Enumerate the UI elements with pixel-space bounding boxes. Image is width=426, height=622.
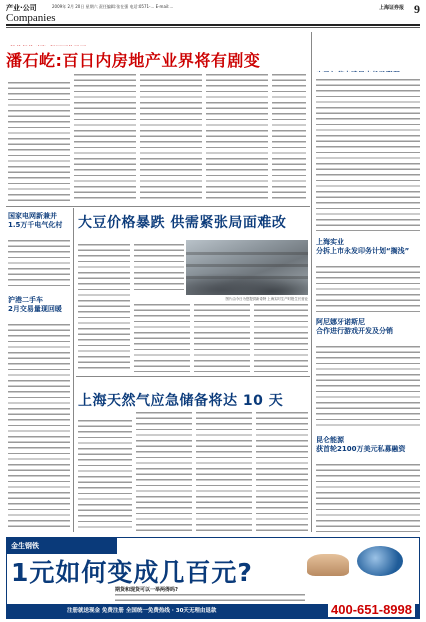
story3-col-2 xyxy=(136,412,192,532)
left-brief-2-title: 沪港二手车 2月交易量现回暖 xyxy=(8,296,62,313)
story3-byline-wrap xyxy=(78,412,138,418)
story3-headline: 上海天然气应急储备将达 10 天 xyxy=(78,393,284,409)
lead-headline-wrap xyxy=(6,48,306,70)
header-rule-thin xyxy=(6,27,420,28)
right-brief-2-title: 上海实业 分拆上市永发印务计划“搁浅” xyxy=(316,238,410,255)
hand-icon xyxy=(307,554,349,576)
right-brief-4-title: 昆仑能源 获首轮2100万美元私募融资 xyxy=(316,436,406,453)
photo-caption: 图片由今日为您提供新奇特 上海实时生产时报生长营业 xyxy=(225,297,308,301)
right-brief-1-body xyxy=(316,79,420,231)
story2-byline-wrap xyxy=(78,236,138,242)
lead-headline: 潘石屹:百日内房地产业界将有剧变 xyxy=(6,51,261,70)
right-brief-3-byline-wrap xyxy=(316,339,420,345)
right-brief-2-body xyxy=(316,266,420,312)
ad-logo-bar xyxy=(7,538,117,554)
lead-col-3 xyxy=(140,74,202,202)
section-english: Companies xyxy=(6,12,56,24)
left-brief-2-body xyxy=(8,324,70,530)
ad-headline: 1元如何变成几百元? xyxy=(11,558,253,587)
ad-bottom-text: 注册就送现金 免费注册 全国统一免费热线 · 30天无理由退款 xyxy=(67,608,217,614)
story2-col-2-top xyxy=(134,244,184,292)
left-brief-1-title-wrap xyxy=(8,212,70,232)
ad-phone-number[interactable]: 400-651-8998 xyxy=(328,602,415,617)
photo-caption-wrap xyxy=(134,296,308,302)
right-brief-2-title-wrap xyxy=(316,238,420,258)
left-brief-1-title: 国家电网新兼并 1.5万千电气化村 xyxy=(8,212,63,229)
right-brief-3-title: 阿尼娜牙诺斯尼 合作进行游戏开发及分销 xyxy=(316,318,393,335)
lead-col-2 xyxy=(74,74,136,202)
left-brief-1-body xyxy=(8,240,70,290)
right-brief-1-title-wrap xyxy=(316,62,420,72)
left-brief-1-byline-wrap xyxy=(8,233,70,239)
left-brief-2-title-wrap xyxy=(8,296,70,316)
ad-body-lines xyxy=(115,594,305,604)
news-photo xyxy=(186,240,308,295)
story2-col-4 xyxy=(254,304,308,372)
right-brief-3-body xyxy=(316,346,420,430)
lead-col-1 xyxy=(8,82,70,202)
story2-headline-wrap xyxy=(78,212,308,232)
lead-kicker-wrap xyxy=(6,36,306,46)
story2-col-3 xyxy=(194,304,250,372)
right-brief-4-byline-wrap xyxy=(316,457,420,463)
right-brief-4-title-wrap xyxy=(316,436,420,456)
story3-kicker-wrap xyxy=(78,380,308,389)
header-rule xyxy=(6,24,420,26)
divider-story3 xyxy=(76,376,310,377)
advertisement[interactable] xyxy=(6,537,420,619)
story2-col-2 xyxy=(134,304,190,372)
lead-byline-wrap xyxy=(8,74,68,80)
right-brief-2-byline-wrap xyxy=(316,259,420,265)
story3-col-3 xyxy=(196,412,252,532)
globe-icon xyxy=(357,546,403,576)
header-meta: 2009年 2月 20日 星期六 责任编辑:张在强 电话:0571-... E-mail:... xyxy=(52,4,174,9)
story2-headline: 大豆价格暴跌 供需紧张局面难改 xyxy=(78,215,287,231)
column-divider-right xyxy=(311,32,312,532)
right-brief-3-title-wrap xyxy=(316,318,420,338)
ad-sub-title: 期货和现货可以一举两得吗? xyxy=(115,587,178,593)
paper-name: 上海证券报 xyxy=(378,5,404,11)
page-number: 9 xyxy=(414,2,420,16)
story3-col-4 xyxy=(256,412,308,532)
left-brief-2-byline-wrap xyxy=(8,317,70,323)
story2-col-1 xyxy=(78,244,130,372)
right-brief-1-byline-wrap xyxy=(316,72,420,78)
section-title: 产业·公司 xyxy=(6,4,37,12)
lead-col-4 xyxy=(206,74,268,202)
ad-logo: 金生钢铁 xyxy=(11,542,39,550)
story3-headline-wrap xyxy=(78,390,308,410)
divider-lead xyxy=(6,206,310,207)
column-divider-left xyxy=(73,208,74,532)
story3-col-1 xyxy=(78,420,132,532)
lead-col-5 xyxy=(272,74,306,202)
right-brief-4-body xyxy=(316,464,420,532)
